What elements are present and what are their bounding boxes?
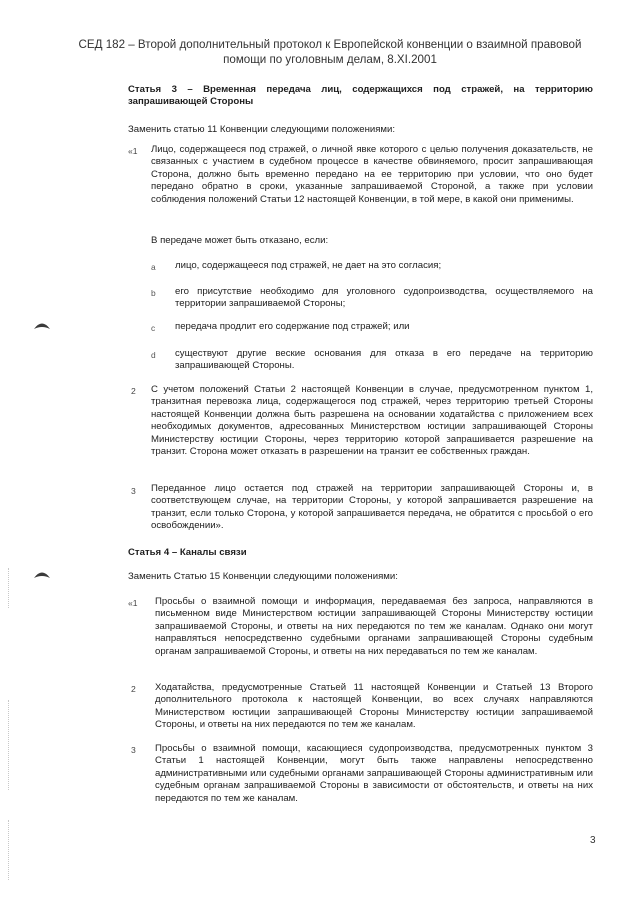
header-line-1: СЕД 182 – Второй дополнительный протокол к Европейской конвенции о взаимной правовой bbox=[78, 38, 582, 51]
article-3-item-3-text: Переданное лицо остается под стражей на территории запрашивающей Стороны и, в соответствующем случае, на территории Стороны, у которой запрашивается разрешение на транзит, если только Сторона, у которой запрашивается передача, не обратится с просьбой о его освобождении». bbox=[151, 483, 593, 532]
subitem-c-letter: c bbox=[151, 323, 156, 333]
article-3-item-1-text: Лицо, содержащееся под стражей, о личной явке которого с целью получения доказательств, не связанных с участием в судебном процессе в качестве обвиняемого, просит запрашивающая Сторона, должно быть временно передано на ее территорию при условии, что оно будет передано обратно в сроки, указанные запрашиваемой Стороной, а также при условии соблюдения положений Статьи 12 настоящей Конвенции, в той мере, в какой они применимы. bbox=[151, 144, 593, 205]
margin-scan-dots bbox=[8, 820, 11, 880]
subitem-b-letter: b bbox=[151, 288, 156, 298]
subitem-a-letter: a bbox=[151, 262, 156, 272]
article-3-item-1-number: «1 bbox=[128, 146, 138, 156]
document-header bbox=[60, 37, 600, 67]
punch-hole-mark-icon bbox=[33, 317, 51, 335]
punch-hole-mark-icon bbox=[33, 566, 51, 584]
subitem-a-text: лицо, содержащееся под стражей, не дает на это согласия; bbox=[175, 260, 442, 271]
article-3-item-3-number: 3 bbox=[131, 486, 136, 496]
subitem-d-letter: d bbox=[151, 350, 156, 360]
article-4-item-1-number: «1 bbox=[128, 598, 138, 608]
article-3-item-2-text: С учетом положений Статьи 2 настоящей Конвенции в случае, предусмотренном пунктом 1, транзитная перевозка лица, содержащегося под стражей, через территорию третьей Стороны настоящей Конвенции должна быть разрешена на основании ходатайства с приложением всех необходимых документов, адресованных Министерством юстиции запрашивающей Стороны Министерству юстиции Стороны, через территорию которой запрашивается разрешение на транзит. Сторона может отказать в разрешении на транзит ее собственных граждан. bbox=[151, 384, 593, 458]
page-number: 3 bbox=[590, 835, 596, 846]
subitem-b-text: его присутствие необходимо для уголовного судопроизводства, осуществляемого на территории запрашиваемой Стороны; bbox=[175, 286, 593, 310]
article-4-intro: Заменить Статью 15 Конвенции следующими положениями: bbox=[128, 571, 398, 582]
article-3-heading: Статья 3 – Временная передача лиц, содержащихся под стражей, на территорию запрашивающей Стороны bbox=[128, 84, 593, 108]
header-line-2: помощи по уголовным делам, 8.XI.2001 bbox=[223, 53, 437, 66]
article-4-item-2-text: Ходатайства, предусмотренные Статьей 11 настоящей Конвенции и Статьей 13 Второго дополнительного протокола к настоящей Конвенции, во всех случаях направляются Министерством юстиции запрашивающей Стороны Министерству юстиции запрашиваемой Стороны, и ответы на них передаются по тем же каналам. bbox=[155, 682, 593, 731]
margin-scan-dots bbox=[8, 700, 11, 790]
article-4-item-3-number: 3 bbox=[131, 745, 136, 755]
subitem-c-text: передача продлит его содержание под стражей; или bbox=[175, 321, 410, 332]
article-3-intro: Заменить статью 11 Конвенции следующими положениями: bbox=[128, 124, 396, 135]
subitem-d-text: существуют другие веские основания для отказа в его передаче на территорию запрашивающей Стороны. bbox=[175, 348, 593, 372]
article-3-item-2-number: 2 bbox=[131, 386, 136, 396]
article-4-item-1-text: Просьбы о взаимной помощи и информация, передаваемая без запроса, направляются в письменном виде Министерством юстиции запрашивающей Стороны Министерству юстиции запрашиваемой Стороны, и ответы на них передаются по тем же каналам. Однако они могут направляться непосредственно судебными органами запрашивающей Стороны судебным органам запрашиваемой Стороны, и ответы на них передаваться по тем же каналам. bbox=[155, 596, 593, 657]
article-4-item-2-number: 2 bbox=[131, 684, 136, 694]
article-4-item-3-text: Просьбы о взаимной помощи, касающиеся судопроизводства, предусмотренных пунктом 3 Статьи 1 настоящей Конвенции, могут быть также направлены непосредственно административными или судебными органами запрашивающей Стороны административным или судебным органам запрашиваемой Стороны в зависимости от обстоятельств, и ответы на них передаются по тем же каналам. bbox=[155, 743, 593, 804]
article-3-refusal-intro: В передаче может быть отказано, если: bbox=[151, 235, 329, 246]
margin-scan-dots bbox=[8, 568, 11, 608]
article-4-heading: Статья 4 – Каналы связи bbox=[128, 547, 247, 558]
